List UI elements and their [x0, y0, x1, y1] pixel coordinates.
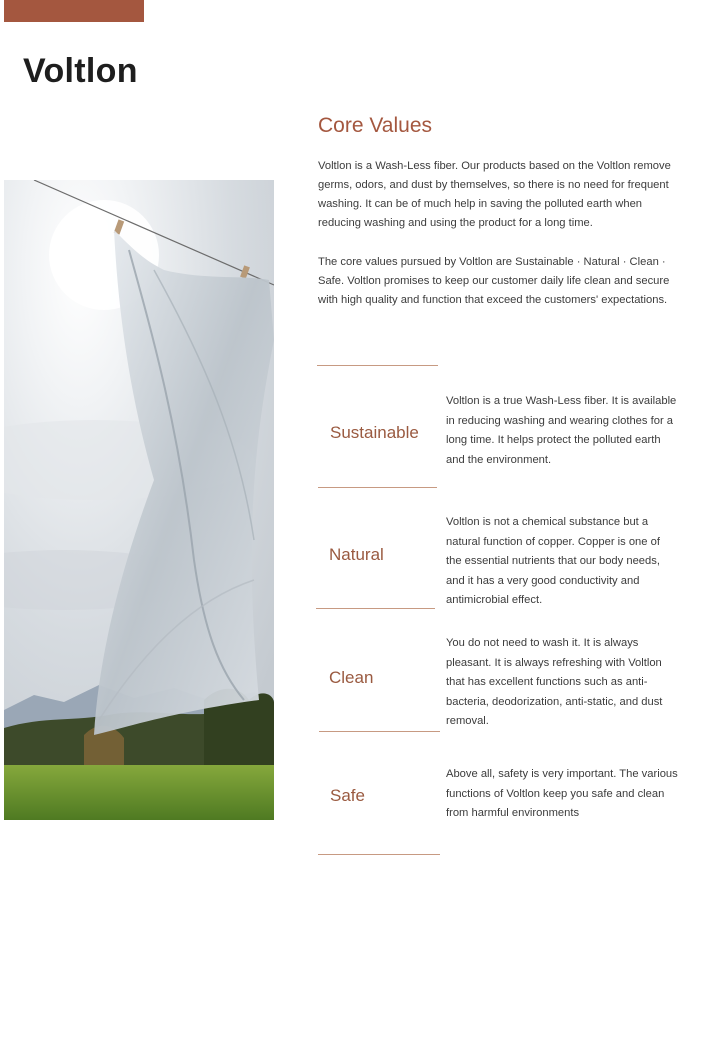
value-description-natural: Voltlon is not a chemical substance but a natural function of copper. Copper is one of the essential nutrients that our body needs, and it has a very good conductivity and antimicrobial effect.	[446, 516, 660, 606]
divider	[318, 487, 437, 488]
value-name-safe: Safe	[330, 786, 365, 805]
laundry-photo	[4, 180, 274, 820]
value-description-sustainable: Voltlon is a true Wash-Less fiber. It is available in reducing washing and wearing clothes for a long time. It helps protect the polluted earth and the environment.	[446, 395, 677, 466]
top-accent-bar	[4, 0, 144, 22]
value-description-safe: Above all, safety is very important. The various functions of Voltlon keep you safe and clean from harmful environments	[446, 768, 678, 819]
divider	[318, 854, 440, 855]
value-name-natural: Natural	[329, 545, 384, 564]
value-name-sustainable: Sustainable	[330, 423, 419, 442]
divider	[316, 608, 435, 609]
brand-title: Voltlon	[23, 52, 138, 90]
core-values-paragraph: Voltlon is a Wash-Less fiber. Our products based on the Voltlon remove germs, odors, and dust by themselves, so there is no need for frequent washing. It can be of much help in saving the polluted earth when reducing washing and using the product for a long time.	[318, 160, 671, 229]
value-name-clean: Clean	[329, 668, 374, 687]
value-description-clean: You do not need to wash it. It is always pleasant. It is always refreshing with Voltlon that has excellent functions such as anti-bacteria, deodorization, anti-static, and dust removal.	[446, 637, 663, 727]
core-values-paragraph: The core values pursued by Voltlon are Sustainable · Natural · Clean · Safe. Voltlon promises to keep our customer daily life clean and secure with high quality and function that exceed the customers' expectations.	[318, 256, 670, 306]
divider	[319, 731, 440, 732]
divider	[317, 365, 438, 366]
core-values-title: Core Values	[318, 114, 433, 137]
